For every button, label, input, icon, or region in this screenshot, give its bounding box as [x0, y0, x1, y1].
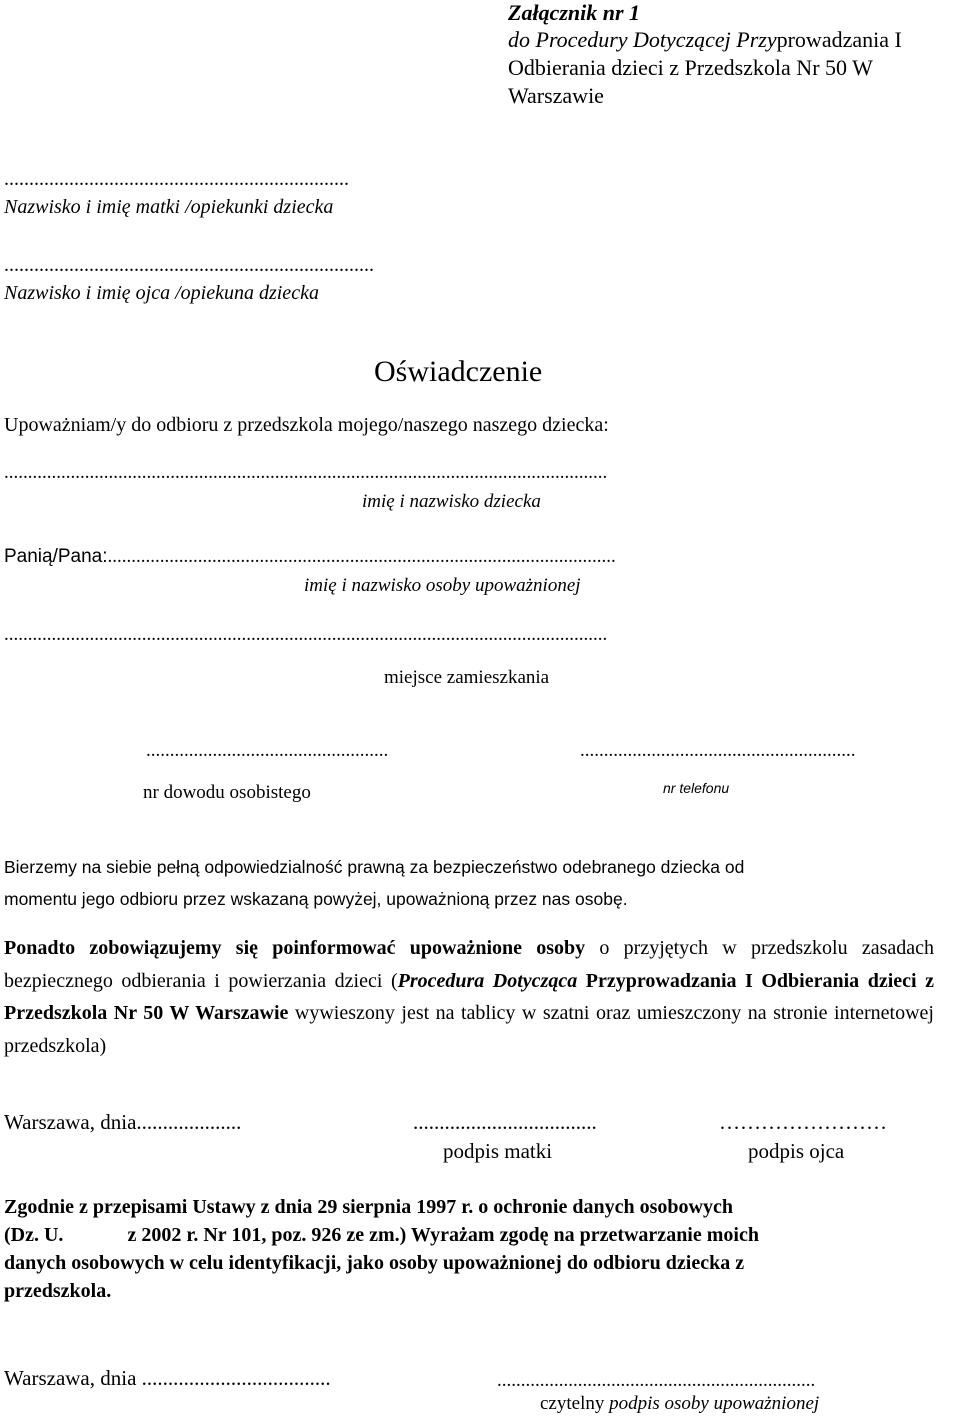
header-line-2-italic: do Procedury Dotyczącej Przy — [508, 27, 777, 52]
id-number-field[interactable]: ................................................... — [146, 740, 389, 761]
statement-heading: Oświadczenie — [374, 355, 543, 388]
father-signature-field[interactable]: …………………… — [719, 1110, 887, 1134]
address-label: miejsce zamieszkania — [384, 667, 550, 688]
mother-signature-label: podpis matki — [443, 1139, 553, 1163]
consent-line-1: Zgodnie z przepisami Ustawy z dnia 29 sierpnia 1997 r. o ochronie danych osobowych — [4, 1196, 733, 1218]
obligation-paragraph — [4, 932, 934, 1062]
father-name-label: Nazwisko i imię ojca /opiekuna dziecka — [4, 282, 319, 304]
header-line-2 — [508, 27, 902, 53]
responsibility-line-1: Bierzemy na siebie pełną odpowiedzialność prawną za bezpieczeństwo odebranego dziecka od — [4, 857, 745, 877]
consent-line-4: przedszkola. — [4, 1280, 112, 1302]
authorized-signature-field[interactable]: ................................................................... — [497, 1370, 816, 1391]
authorized-person-label: imię i nazwisko osoby upoważnionej — [304, 575, 581, 596]
mother-signature-field[interactable]: ................................... — [413, 1110, 597, 1134]
authorized-person-prefix: Panią/Pana: — [4, 546, 108, 567]
consent-line-2a: (Dz. U. — [4, 1224, 64, 1246]
attachment-title: Załącznik nr 1 — [508, 0, 641, 25]
consent-line-3: danych osobowych w celu identyfikacji, jako osoby upoważnionej do odbioru dziecka z — [4, 1252, 745, 1274]
phone-number-field[interactable]: .......................................................... — [580, 740, 856, 761]
authorized-signature-label-italic: podpis osoby upoważnionej — [609, 1393, 820, 1414]
child-name-field[interactable]: ............................................................................................................................... — [4, 462, 608, 483]
mother-name-field[interactable]: ..................................................................... — [4, 168, 349, 190]
consent-line-2 — [4, 1224, 759, 1247]
authorized-signature-label — [540, 1393, 819, 1415]
consent-line-2b: z 2002 r. Nr 101, poz. 926 ze zm.) Wyrażam zgodę na przetwarzanie moich — [127, 1224, 759, 1246]
header-line-4: Warszawie — [508, 83, 604, 108]
header-line-2-rest: prowadzania I — [776, 27, 902, 52]
address-field[interactable]: ............................................................................................................................... — [4, 624, 608, 645]
father-name-field[interactable]: .......................................................................... — [4, 254, 374, 276]
obligation-normal-1: o przyjętych w przedszkolu zasadach bezpiecznego odbierania i powierzania dzieci ( — [4, 937, 934, 992]
authorized-person-row — [4, 546, 616, 568]
obligation-normal-2: wywieszony jest na tablicy w szatni oraz umieszczony na stronie internetowej przedszkola) — [4, 1002, 934, 1057]
statement-intro: Upoważniam/y do odbioru z przedszkola mojego/naszego naszego dziecka: — [4, 414, 609, 436]
mother-name-label: Nazwisko i imię matki /opiekunki dziecka — [4, 196, 334, 218]
obligation-bold-start: Ponadto zobowiązujemy się poinformować upoważnione osoby — [4, 937, 586, 959]
id-number-label: nr dowodu osobistego — [143, 782, 311, 803]
obligation-procedure-rest: Przyprowadzania I Odbierania dzieci z Przedszkola Nr 50 W Warszawie — [4, 969, 934, 1024]
authorized-person-field[interactable]: ........................................................................................................... — [107, 546, 616, 567]
header-line-3: Odbierania dzieci z Przedszkola Nr 50 W — [508, 55, 873, 80]
place-date-2[interactable]: Warszawa, dnia .................................... — [4, 1366, 331, 1390]
father-signature-label: podpis ojca — [748, 1139, 845, 1163]
phone-number-label: nr telefonu — [663, 780, 730, 796]
responsibility-line-2: momentu jego odbioru przez wskazaną powyżej, upoważnioną przez nas osobę. — [4, 889, 628, 909]
place-date-1[interactable]: Warszawa, dnia.................... — [4, 1110, 242, 1134]
authorized-signature-label-normal: czytelny — [540, 1393, 610, 1414]
obligation-procedure-name: Procedura Dotycząca — [397, 969, 578, 992]
child-name-label: imię i nazwisko dziecka — [362, 491, 541, 512]
